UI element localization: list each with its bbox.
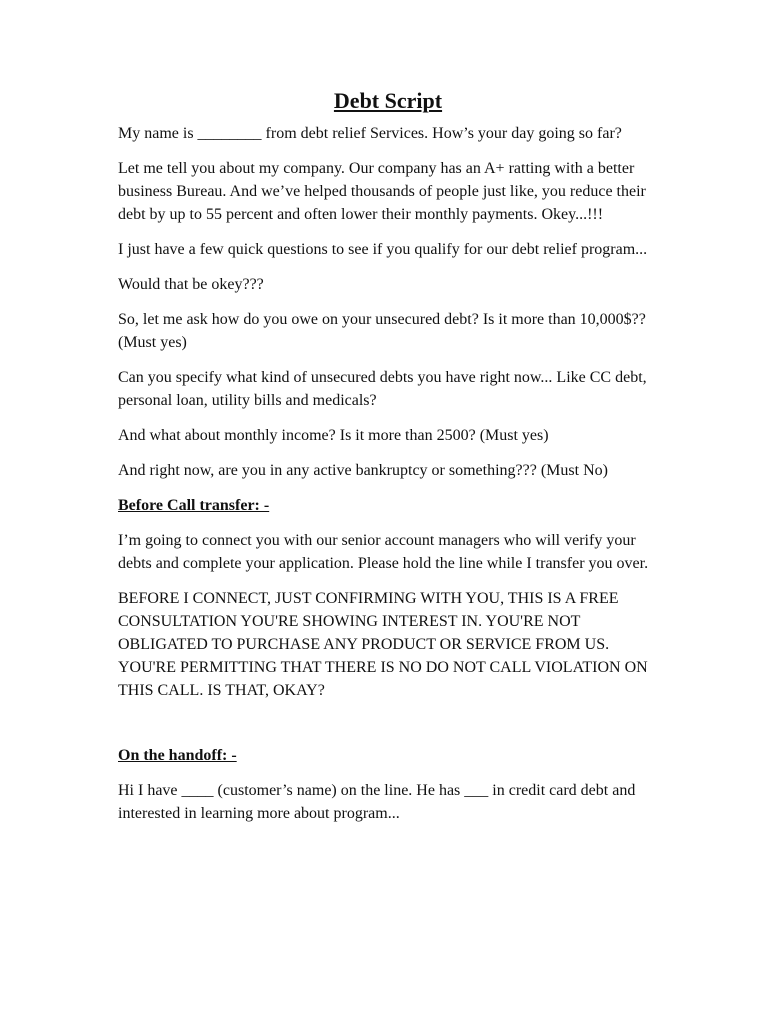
company-paragraph: Let me tell you about my company. Our company has an A+ ratting with a better business Bureau. And we’ve helped thousands of people just like, you reduce their debt by up to 55 percent and often lower their monthly payments. Okey...!!!	[118, 160, 646, 223]
income-question: And what about monthly income? Is it more than 2500? (Must yes)	[118, 427, 549, 444]
handoff-paragraph: Hi I have ____ (customer’s name) on the line. He has ___ in credit card debt and interested in learning more about program...	[118, 782, 636, 822]
intro-paragraph: My name is ________ from debt relief Services. How’s your day going so far?	[118, 125, 622, 142]
debt-types-question: Can you specify what kind of unsecured debts you have right now... Like CC debt, personal loan, utility bills and medicals?	[118, 369, 647, 409]
document-title: Debt Script	[333, 88, 443, 113]
transfer-heading: Before Call transfer: -	[118, 497, 270, 514]
okay-question: Would that be okey???	[118, 276, 264, 293]
document-body	[118, 86, 658, 837]
qualify-paragraph: I just have a few quick questions to see if you qualify for our debt relief program...	[118, 241, 648, 258]
section-spacer	[118, 714, 658, 744]
transfer-paragraph: I’m going to connect you with our senior account managers who will verify your debts and complete your application. Please hold the line while I transfer you over.	[118, 532, 649, 572]
consent-paragraph: BEFORE I CONNECT, JUST CONFIRMING WITH YOU, THIS IS A FREE CONSULTATION YOU'RE SHOWING INTEREST IN. YOU'RE NOT OBLIGATED TO PURCHASE ANY PRODUCT OR SERVICE FROM US. YOU'RE PERMITTING THAT THERE IS NO DO NOT CALL VIOLATION ON THIS CALL. IS THAT, OKAY?	[118, 590, 648, 699]
unsecured-debt-question: So, let me ask how do you owe on your unsecured debt? Is it more than 10,000$?? (Must yes)	[118, 311, 646, 351]
bankruptcy-question: And right now, are you in any active bankruptcy or something??? (Must No)	[118, 462, 608, 479]
handoff-heading: On the handoff: -	[118, 747, 237, 764]
